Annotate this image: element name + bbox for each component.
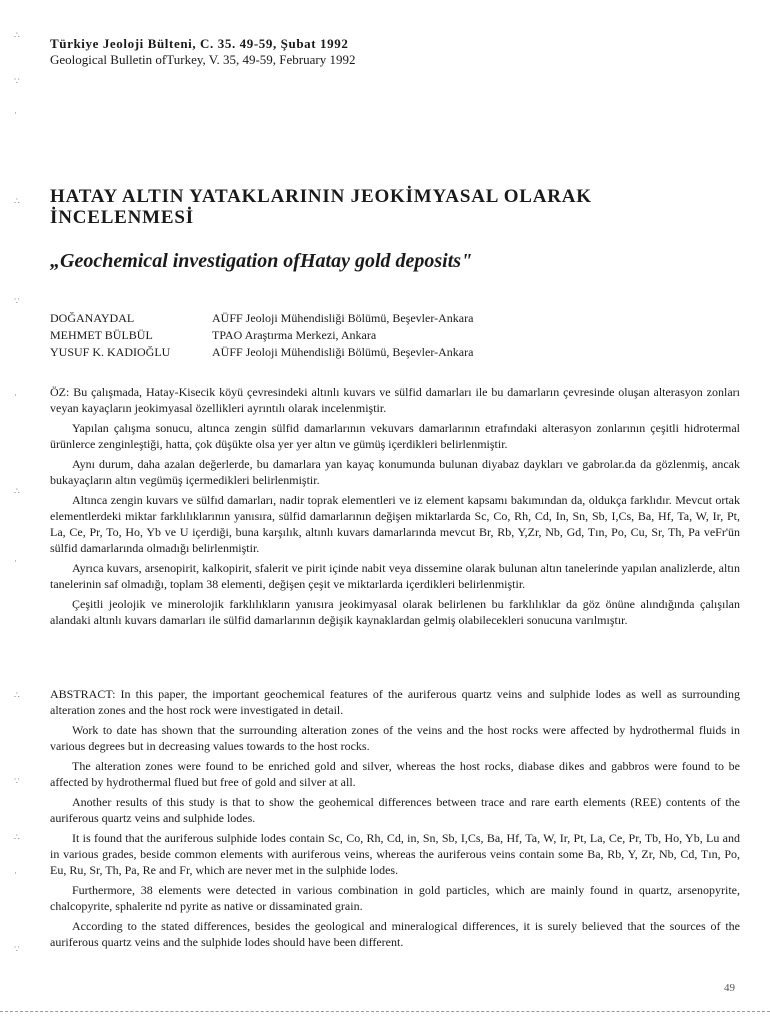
author-affiliation: TPAO Araştırma Merkezi, Ankara [212,328,377,342]
author-name: YUSUF K. KADIOĞLU [50,345,171,359]
oz-paragraph: Altınca zengin kuvars ve sülfıd damarları, nadir toprak elementleri ve iz element kapsamı bakımından da, oldukça farklıdır. Mevcut ortak elementlerdeki miktar farklılıklarının yanısıra, sülfid damarlarının değişen miktarlarda Sc, Co, Rh, Cd, In, Sn, Sb, I,Cs, Ba, Hf, Ta, W, Ir, Pt, La, Ce, Pr, To, Ho, Yb ve U içerdiği, buna karşılık, altınlı kuvars damarlarında mevcut Br, Rb, Y,Zr, Nb, Gd, Tın, Po, Cu, Sr, Th, Pa veFr'ün sülfid damarlarında olmadığı belirlenmiştir. [50,493,740,555]
author-row [50,310,473,327]
scan-edge-rule [0,1011,770,1012]
margin-speck: ∵ [14,76,20,86]
margin-speck: ∴ [14,486,20,496]
journal-line-turkish: Türkiye Jeoloji Bülteni, C. 35. 49-59, Şubat 1992 [50,36,349,51]
margin-speck: · [14,390,17,400]
turkish-abstract [50,384,740,632]
author-list [50,310,473,361]
author-row [50,344,473,361]
abstract-paragraph: Another results of this study is that to show the geohemical differences between trace and rare earth elements (REE) contents of the auriferous quartz veins and sulphide lodes. [50,795,740,825]
abstract-paragraph: Furthermore, 38 elements were detected in various combination in gold particles, which are mainly found in quartz, arsenopyrite, chalcopyrite, sphalerite nd pyrite as native or dissaminated grain. [50,883,740,913]
margin-speck: ∴ [14,690,20,700]
oz-paragraph: Çeşitli jeolojik ve minerolojik farklılıkların yanısıra jeokimyasal olarak belirlenen bu farklılıklar da göz önüne alındığında çalışılan alandaki altınlı kuvars damarları ile sülfid damarlarının değişik kaynaklardan gelmiş olabilecekleri sonucuna varılmıştır. [50,597,740,627]
author-affiliation: AÜFF Jeoloji Mühendisliği Bölümü, Beşevler-Ankara [212,311,474,325]
journal-line-english: Geological Bulletin ofTurkey, V. 35, 49-59, February 1992 [50,52,356,67]
margin-speck: ∵ [14,944,20,954]
margin-speck: ∵ [14,296,20,306]
english-abstract [50,686,740,954]
abstract-paragraph: Work to date has shown that the surrounding alteration zones of the veins and the host rocks were affected by hydrothermal fluids in various degrees but in decreasing values towards to the host rocks. [50,723,740,753]
oz-paragraph: Yapılan çalışma sonucu, altınca zengin sülfid damarlarının vekuvars damarlarının etrafındaki alterasyon zonlarının çeşitli hidrotermal ürünlerce zenginleştiği, hatta, çok düşükte olsa yer yer altın ve gümüş içerdikleri belirlenmiştir. [50,421,740,451]
journal-header [50,36,355,68]
author-name: DOĞANAYDAL [50,311,135,325]
author-name: MEHMET BÜLBÜL [50,328,153,342]
oz-paragraph: ÖZ: Bu çalışmada, Hatay-Kisecik köyü çevresindeki altınlı kuvars ve sülfid damarları ile bu damarların çevresinde oluşan alterasyon zonları veyan kayaçların jeokimyasal özellikleri ayrıntılı olarak incelenmiştir. [50,385,740,415]
margin-speck: · [14,868,17,878]
abstract-paragraph: It is found that the auriferous sulphide lodes contain Sc, Co, Rh, Cd, in, Sn, Sb, I,Cs, Ba, Hf, Ta, W, Ir, Pt, La, Ce, Pr, Tb, Ho, Yb, Lu and in various grades, beside common elements with auriferous veins, whereas the auriferous veins contain some Ba, Rb, Y, Zr, Nb, Cd, Tın, Po, Eu, Ru, Sr, Th, Pa, Re and Fr, which are never met in the sulphide lodes. [50,831,740,877]
author-affiliation: AÜFF Jeoloji Mühendisliği Bölümü, Beşevler-Ankara [212,345,474,359]
abstract-paragraph: According to the stated differences, besides the geological and mineralogical differences, it is surely believed that the sources of the auriferous quartz veins and the sulphide lodes should have been different. [50,919,740,949]
paper-subtitle: „Geochemical investigation ofHatay gold deposits" [50,250,473,272]
margin-speck: · [14,556,17,566]
margin-speck: ∵ [14,776,20,786]
oz-paragraph: Ayrıca kuvars, arsenopirit, kalkopirit, sfalerit ve pirit içinde nabit veya dissemine olarak bulunan altın tanelerinde yapılan analizlerde, altın tanelerinin saf olmadığı, toplam 38 elementi, değişen çeşit ve miktarlarda içerdikleri belirlenmiştir. [50,561,740,591]
abstract-paragraph: The alteration zones were found to be enriched gold and silver, whereas the host rocks, diabase dikes and gabbros were found to be affected by hydrothermal flued but free of gold and silver at all. [50,759,740,789]
page-number: 49 [724,982,735,994]
paper-title: HATAY ALTIN YATAKLARININ JEOKİMYASAL OLARAK İNCELENMESİ [50,186,592,228]
margin-speck: · [14,108,17,118]
author-row [50,327,473,344]
margin-speck: ∴ [14,196,20,206]
abstract-paragraph: ABSTRACT: In this paper, the important geochemical features of the auriferous quartz veins and sulphide lodes as well as surrounding alteration zones and the host rock were investigated in detail. [50,687,740,717]
margin-speck: ∴ [14,30,20,40]
margin-speck: ∴ [14,832,20,842]
oz-paragraph: Aynı durum, daha azalan değerlerde, bu damarlara yan kayaç konumunda bulunan diyabaz daykları ve gabrolar.da da gözlenmiş, ancak bukayaçların altın vegümüş içermedikleri belirlenmiştir. [50,457,740,487]
